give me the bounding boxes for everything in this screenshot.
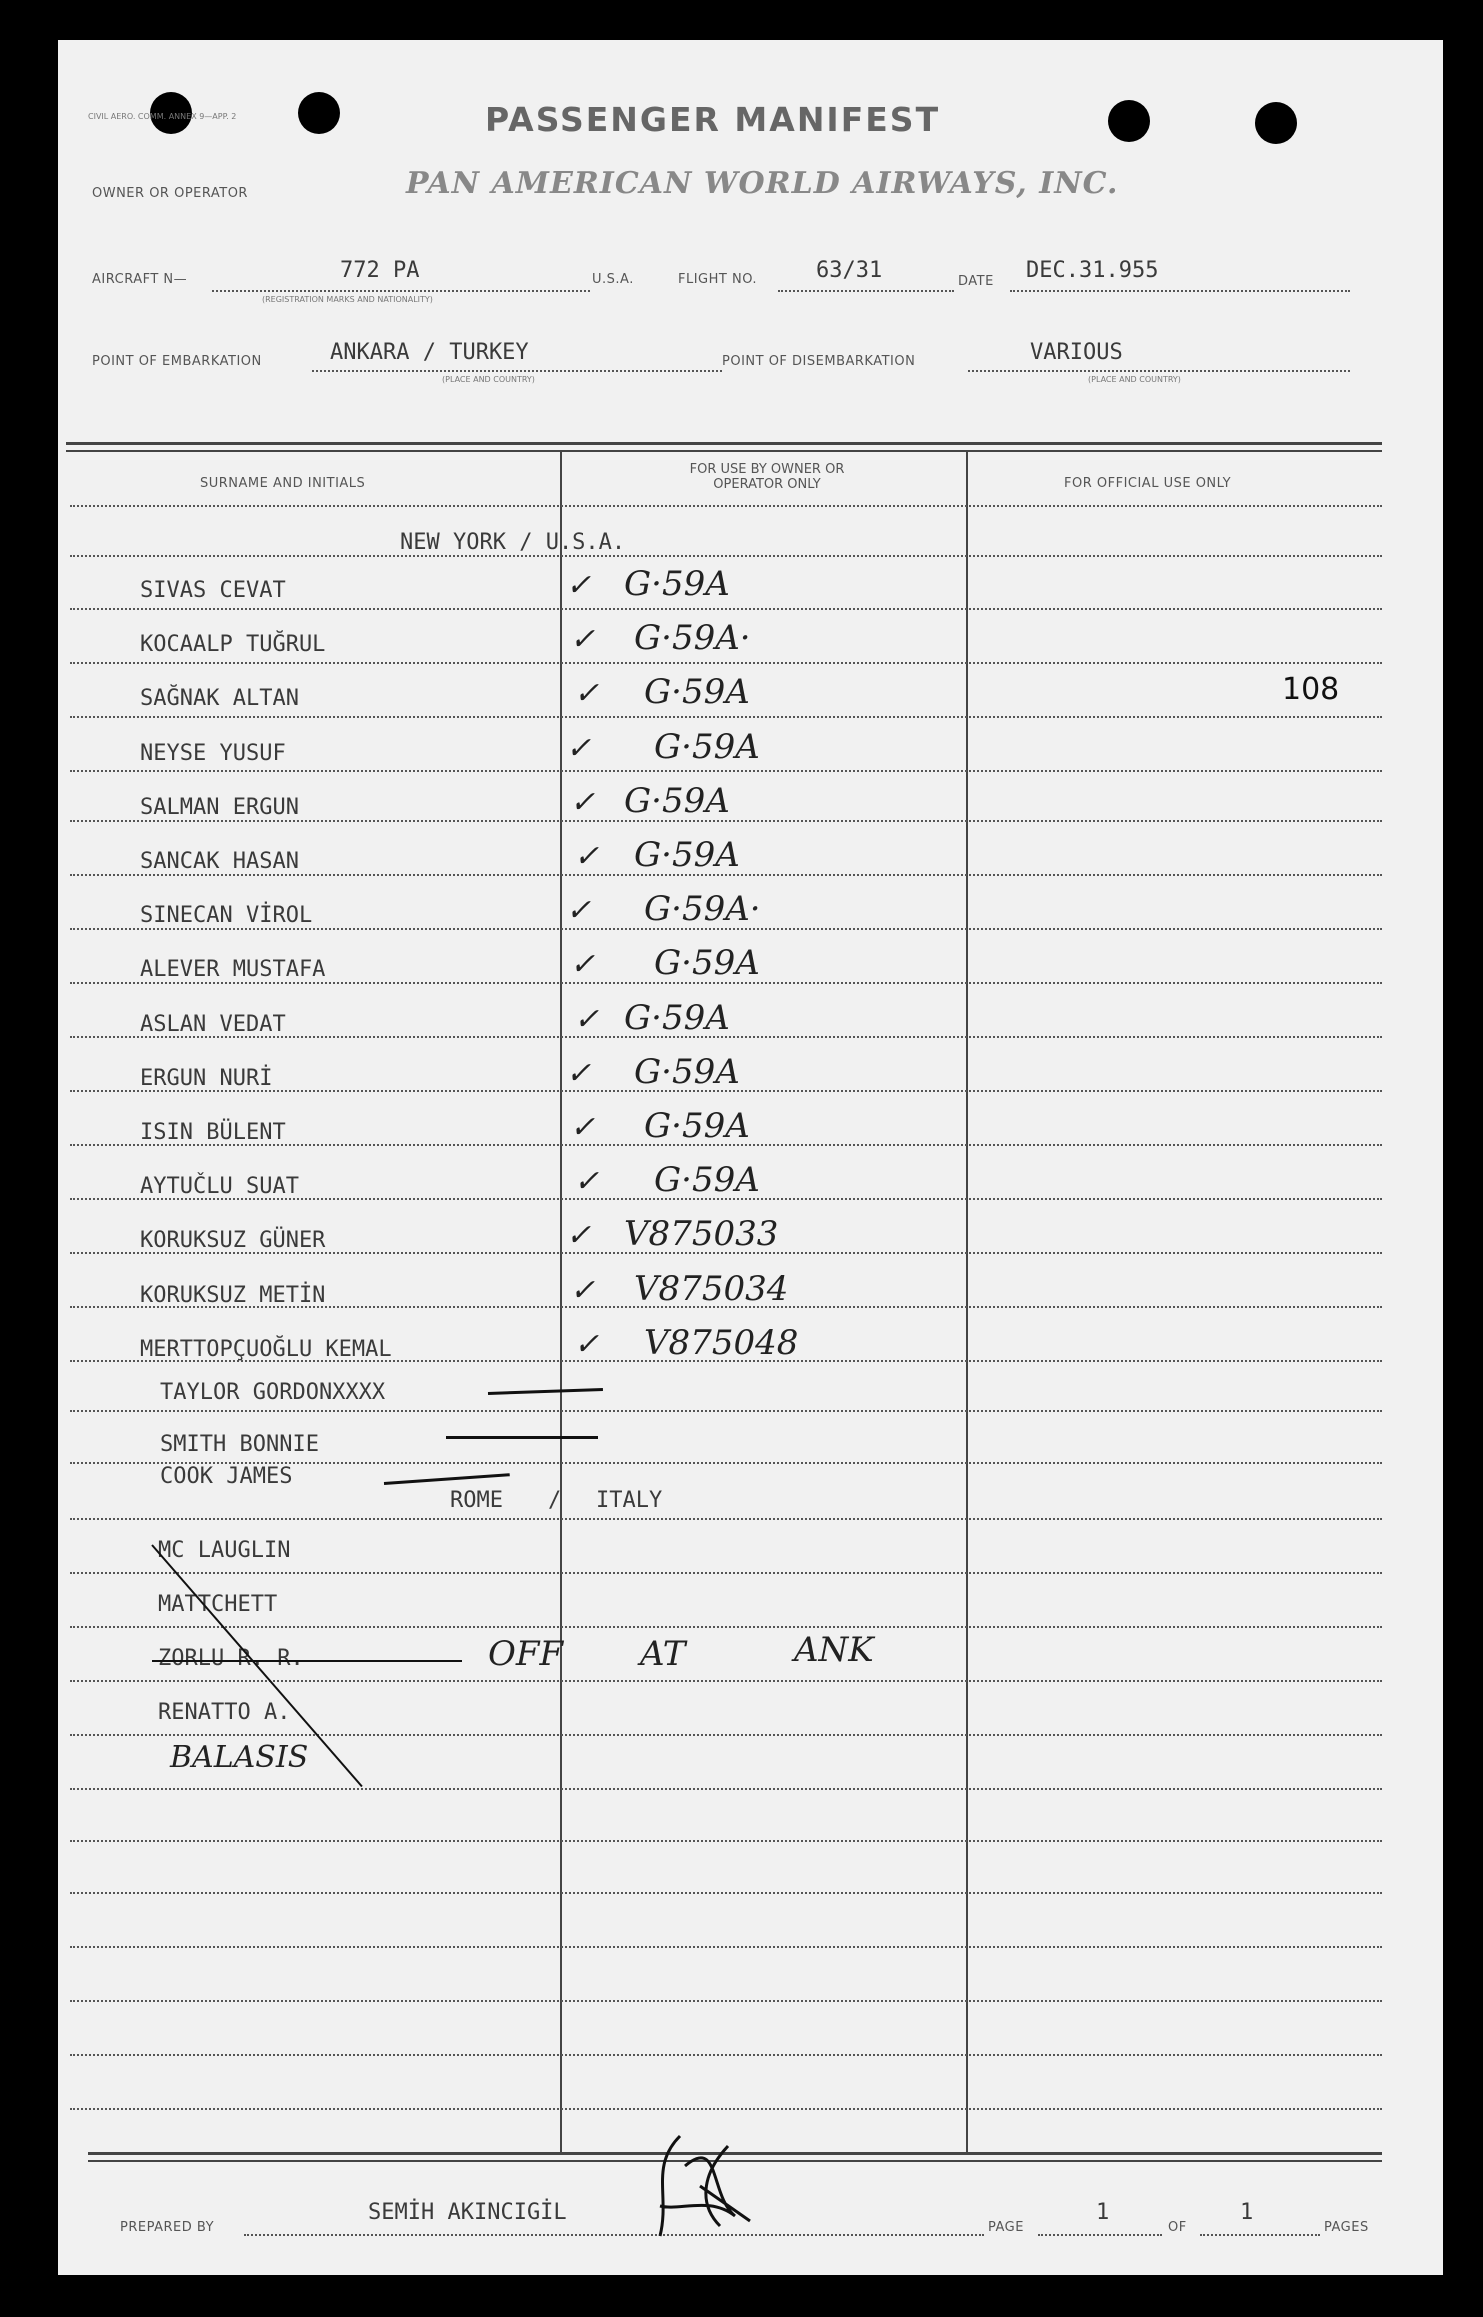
off-note-at: AT [640,1634,686,1674]
passenger-name: ERGUN NURİ [140,1066,273,1091]
table-row-line [70,505,1382,507]
check-mark-icon: ✓ [570,622,596,657]
passenger-code: G·59A [654,943,760,983]
check-mark-icon: ✓ [574,1327,600,1362]
table-row-line [70,2000,1382,2002]
table-row-line [70,770,1382,772]
table-row-line [70,662,1382,664]
column-divider [560,452,562,2152]
column-header-surname: SURNAME AND INITIALS [200,476,366,491]
passenger-name: ASLAN VEDAT [140,1012,286,1037]
passenger-code: G·59A· [644,889,761,929]
airline-name: PAN AMERICAN WORLD AIRWAYS, INC. [406,166,1119,201]
passenger-name: NEYSE YUSUF [140,741,286,766]
list-item-rome: RENATTO A. [158,1700,291,1725]
list-item-rome: MC LAUGLIN [158,1538,291,1563]
page-total: 1 [1240,2200,1254,2225]
passenger-code: G·59A [644,1106,750,1146]
check-mark-icon: ✓ [566,893,592,928]
passenger-name: AYTUČLU SUAT [140,1174,299,1199]
usa-label: U.S.A. [592,272,634,287]
check-mark-icon: ✓ [574,839,600,874]
passenger-code: G·59A [634,835,740,875]
passenger-name: KOCAALP TUĞRUL [140,632,326,657]
date-label: DATE [958,274,994,289]
passenger-code: G·59A· [634,618,751,658]
aircraft-line [212,290,590,292]
punch-hole [1108,100,1150,142]
disembark-label: POINT OF DISEMBARKATION [722,354,916,369]
flight-line [778,290,954,292]
passenger-code: G·59A [654,1160,760,1200]
off-note-ank: ANK [794,1630,874,1670]
table-row-line [70,1734,1382,1736]
date-line [1010,290,1350,292]
passenger-code: G·59A [644,672,750,712]
passenger-code: G·59A [624,564,730,604]
table-row-line [70,1840,1382,1842]
owner-label: OWNER OR OPERATOR [92,186,248,201]
table-row-line [70,1626,1382,1628]
section-label-rome: ROME [450,1488,503,1513]
disembark-note: (PLACE AND COUNTRY) [1088,375,1181,384]
table-row-line [70,1946,1382,1948]
list-item-rome: ZORLU R. R. [158,1646,304,1671]
table-row-line [70,1518,1382,1520]
passenger-code: G·59A [654,727,760,767]
table-row-line [70,1788,1382,1790]
page-number: 1 [1096,2200,1110,2225]
passenger-name: MERTTOPÇUOĞLU KEMAL [140,1337,392,1362]
date-value: DEC.31.955 [1026,258,1159,283]
page-title: PASSENGER MANIFEST [485,100,941,139]
passenger-name: SIVAS CEVAT [140,578,286,603]
table-top-border [66,450,1382,452]
check-mark-icon: ✓ [570,947,596,982]
section-label-italy: ITALY [596,1488,663,1513]
passenger-code: V875048 [644,1323,799,1363]
column-header-official: FOR OFFICIAL USE ONLY [1064,476,1232,491]
check-mark-icon: ✓ [570,785,596,820]
aircraft-label: AIRCRAFT N— [92,272,188,287]
check-mark-icon: ✓ [574,676,600,711]
table-row-line [70,1892,1382,1894]
check-mark-icon: ✓ [566,1218,592,1253]
passenger-name: SANCAK HASAN [140,849,299,874]
punch-hole [298,92,340,134]
disembark-value: VARIOUS [1030,340,1123,365]
table-row-line [70,716,1382,718]
pages-line [1200,2234,1320,2236]
table-row-line [70,555,1382,557]
disembark-line [968,370,1350,372]
list-item-struck: SMITH BONNIE [160,1432,319,1457]
table-top-border [66,442,1382,445]
passenger-name: KORUKSUZ GÜNER [140,1228,326,1253]
passenger-code: G·59A [634,1052,740,1092]
table-row-line [70,1680,1382,1682]
prepared-by-line [244,2234,984,2236]
off-note-off: OFF [488,1634,564,1674]
list-item-struck: TAYLOR GORDONXXXX [160,1380,386,1405]
registration-note: (REGISTRATION MARKS AND NATIONALITY) [262,295,433,304]
of-label: OF [1168,2220,1187,2235]
passenger-code: V875033 [624,1214,779,1254]
embark-label: POINT OF EMBARKATION [92,354,262,369]
table-row-line [70,608,1382,610]
table-row-line [70,1410,1382,1412]
passenger-code: G·59A [624,998,730,1038]
passenger-name: KORUKSUZ METİN [140,1283,326,1308]
page-label: PAGE [988,2220,1024,2235]
prepared-by-label: PREPARED BY [120,2220,215,2235]
prepared-by-value: SEMİH AKINCIGİL [368,2200,567,2225]
embark-line [312,370,722,372]
aircraft-value: 772 PA [340,258,420,283]
check-mark-icon: ✓ [574,1164,600,1199]
flight-label: FLIGHT NO. [678,272,758,287]
strike-line [152,1660,462,1662]
pages-label: PAGES [1324,2220,1369,2235]
punch-hole [1255,102,1297,144]
list-item-rome: MATTCHETT [158,1592,278,1617]
list-item-rome-handwritten: BALASIS [170,1740,309,1775]
check-mark-icon: ✓ [574,1002,600,1037]
check-mark-icon: ✓ [566,568,592,603]
check-mark-icon: ✓ [566,1056,592,1091]
list-item-struck: COOK JAMES [160,1464,293,1489]
page-line [1038,2234,1162,2236]
embark-note: (PLACE AND COUNTRY) [442,375,535,384]
passenger-code: V875034 [634,1269,789,1309]
table-row-line [70,1572,1382,1574]
check-mark-icon: ✓ [570,1110,596,1145]
section-label-new-york: NEW YORK / U.S.A. [400,530,626,555]
check-mark-icon: ✓ [566,731,592,766]
passenger-name: ISIN BÜLENT [140,1120,286,1145]
passenger-name: SINECAN VİROL [140,903,313,928]
passenger-name: ALEVER MUSTAFA [140,957,326,982]
table-row-line [70,2054,1382,2056]
strike-line [446,1436,598,1439]
flight-value: 63/31 [816,258,883,283]
section-divider-slash: / [548,1488,562,1513]
official-note: 108 [1282,672,1340,707]
form-corner-text: CIVIL AERO. COMM. ANNEX 9—APP. 2 [88,112,237,121]
column-header-owner: FOR USE BY OWNER OR OPERATOR ONLY [689,462,845,492]
manifest-sheet [58,40,1443,2275]
table-row-line [70,2108,1382,2110]
passenger-name: SAĞNAK ALTAN [140,686,299,711]
column-divider [966,452,968,2152]
check-mark-icon: ✓ [570,1273,596,1308]
signature [640,2126,770,2246]
passenger-code: G·59A [624,781,730,821]
passenger-name: SALMAN ERGUN [140,795,299,820]
embark-value: ANKARA / TURKEY [330,340,529,365]
